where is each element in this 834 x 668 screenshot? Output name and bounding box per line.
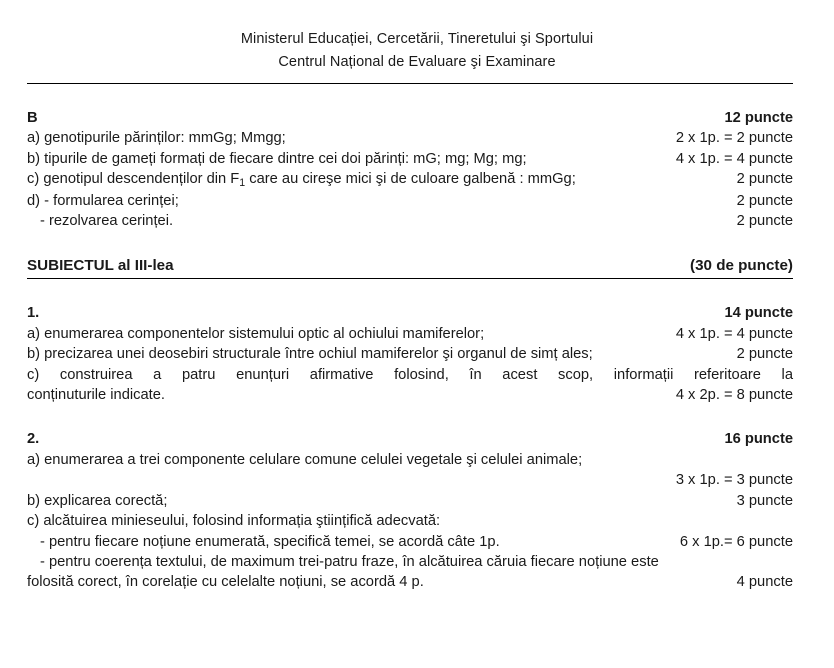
item-2-title-row (27, 429, 793, 449)
item-2-subitem-c-bullet-2-line1: - pentru coerența textului, de maximum trei-patru fraze, în alcătuirea căruia fiecare noțiune este (40, 553, 659, 570)
item-2-subitem-a-text: a) enumerarea a trei componente celulare comune celulei vegetale şi celulei animale; (27, 451, 583, 468)
section-b-item-c-text (27, 169, 576, 190)
section-b-label: B (27, 110, 38, 126)
item-2-subitem-b (27, 491, 793, 511)
section-b-item-c-text-post: care au cireşe mici şi de culoare galbenă : mmGg; (245, 171, 576, 188)
spacer (27, 405, 793, 429)
spacer (27, 231, 793, 255)
item-1-subitem-c-points: 4 x 2p. = 8 puncte (675, 387, 793, 404)
item-2-number: 2. (27, 431, 40, 448)
section-b-item-b (27, 149, 793, 169)
section-b-item-d2-points: 2 puncte (736, 213, 793, 230)
item-1-number: 1. (27, 305, 40, 322)
item-1-title-row (27, 303, 793, 323)
item-2-subitem-c-bullet-1 (27, 532, 793, 552)
section-b-item-d-text: d) - formularea cerinței; (27, 192, 179, 209)
subject-heading (27, 255, 793, 279)
document-body (27, 84, 793, 593)
item-1-subitem-a-points: 4 x 1p. = 4 puncte (675, 325, 793, 342)
item-1-subitem-b-points: 2 puncte (736, 346, 793, 363)
item-1-subitem-a (27, 324, 793, 344)
section-b-points: 12 puncte (724, 110, 793, 126)
f1-subscript: 1 (239, 177, 246, 190)
section-b-item-d2-text: - rezolvarea cerinței. (40, 213, 174, 230)
item-2-subitem-c-bullet-2-line2 (27, 572, 793, 592)
item-2-subitem-b-text: b) explicarea corectă; (27, 492, 168, 509)
item-2-subitem-a-points: 3 x 1p. = 3 puncte (675, 472, 793, 489)
section-b-item-a (27, 128, 793, 148)
item-2-subitem-c-bullet-2-text2: folosită corect, în corelație cu celelalte noțiuni, se acordă 4 p. (27, 574, 424, 591)
item-2 (27, 429, 793, 592)
section-b-item-c (27, 169, 793, 190)
document-header (0, 0, 834, 74)
item-1-subitem-b-text: b) precizarea unei deosebiri structurale între ochiul mamiferelor şi organul de simț ales; (27, 346, 593, 363)
item-1-subitem-c-line2 (27, 385, 793, 405)
subject-heading-points: (30 de puncte) (690, 257, 793, 275)
section-b-item-a-points: 2 x 1p. = 2 puncte (675, 130, 793, 147)
section-b (27, 108, 793, 231)
item-1-subitem-c-line1: c) construirea a patru enunțuri afirmative folosind, în acest scop, informații referitoare la (27, 366, 793, 383)
section-b-item-c-points: 2 puncte (736, 171, 793, 188)
item-1-subitem-b (27, 344, 793, 364)
item-2-subitem-c-bullet-2-points: 4 puncte (736, 574, 793, 591)
spacer (27, 84, 793, 108)
item-2-subitem-b-points: 3 puncte (736, 492, 793, 509)
subject-heading-title: SUBIECTUL al III-lea (27, 257, 174, 275)
section-b-item-b-points: 4 x 1p. = 4 puncte (675, 150, 793, 167)
item-2-subitem-c-text: c) alcătuirea minieseului, folosind informația ştiințifică adecvată: (27, 513, 441, 530)
ministry-line: Ministerul Educației, Cercetării, Tineretului şi Sportului (240, 31, 594, 47)
section-b-item-d (27, 191, 793, 211)
item-2-subitem-c-bullet-1-points: 6 x 1p.= 6 puncte (679, 533, 793, 550)
section-b-item-c-text-pre: c) genotipul descendenților din F (27, 171, 240, 188)
center-line: Centrul Național de Evaluare şi Examinare (278, 54, 556, 70)
item-2-points: 16 puncte (724, 431, 793, 448)
section-b-item-a-text: a) genotipurile părinților: mmGg; Mmgg; (27, 130, 286, 147)
item-2-subitem-c-bullet-1-text: - pentru fiecare noțiune enumerată, specifică temei, se acordă câte 1p. (40, 533, 500, 550)
spacer (27, 279, 793, 303)
section-b-item-d2 (27, 211, 793, 231)
section-b-item-d-points: 2 puncte (736, 192, 793, 209)
section-b-item-b-text: b) tipurile de gameți formați de fiecare dintre cei doi părinți: mG; mg; Mg; mg; (27, 150, 527, 167)
item-1-subitem-a-text: a) enumerarea componentelor sistemului optic al ochiului mamiferelor; (27, 325, 485, 342)
section-b-title-row (27, 108, 793, 128)
item-1-subitem-c-text2: conținuturile indicate. (27, 387, 165, 404)
item-1 (27, 303, 793, 405)
item-1-points: 14 puncte (724, 305, 793, 322)
